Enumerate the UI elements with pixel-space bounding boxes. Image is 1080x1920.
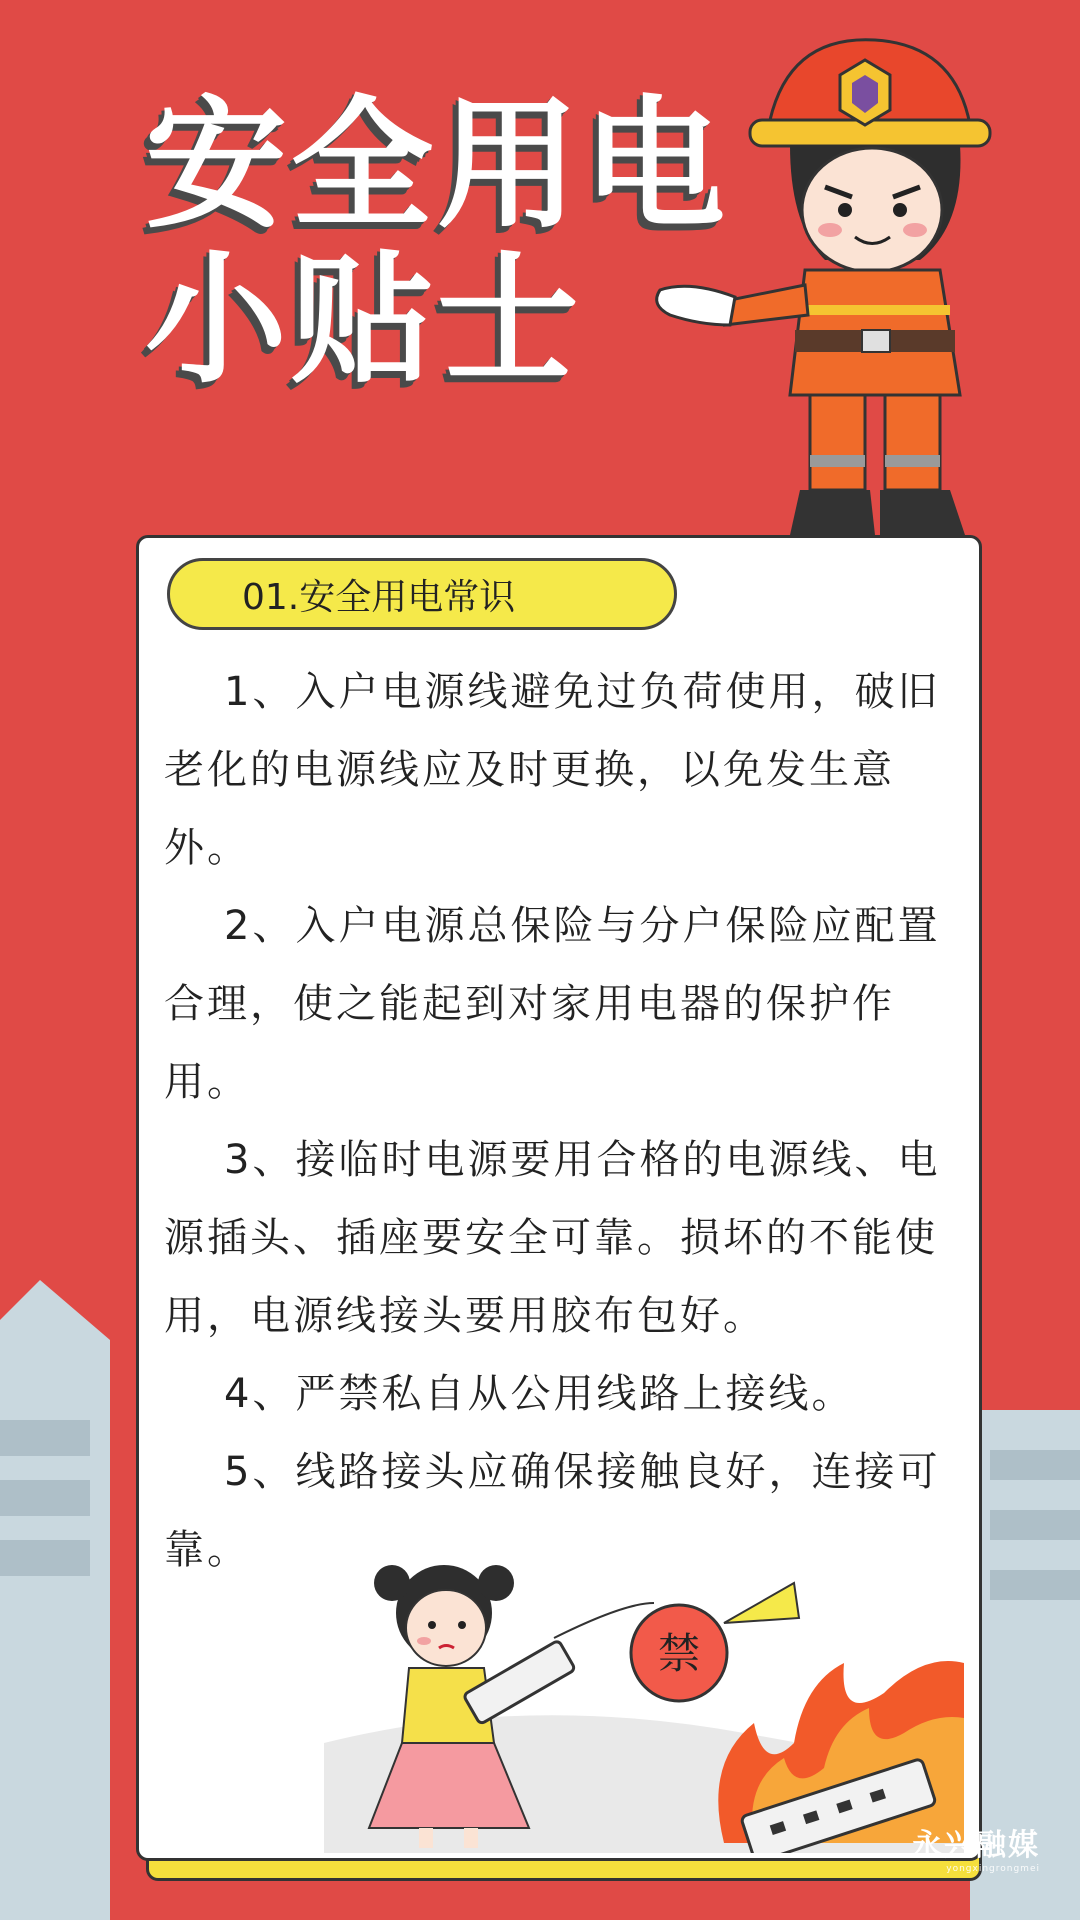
tip-2: 2、入户电源总保险与分户保险应配置合理，使之能起到对家用电器的保护作用。	[164, 903, 941, 1105]
watermark-logo	[912, 1820, 1040, 1874]
watermark-text: 永兴融媒	[912, 1828, 1040, 1863]
section-heading: 01.安全用电常识	[242, 576, 516, 618]
watermark-subtext: yongxingrongmei	[946, 1864, 1040, 1874]
tip-5: 5、线路接头应确保接触良好，连接可靠。	[164, 1449, 941, 1573]
firefighter-mascot-illustration	[640, 25, 1010, 545]
building-left-illustration	[0, 1280, 140, 1920]
section-heading-pill	[167, 558, 677, 630]
tip-4: 4、严禁私自从公用线路上接线。	[224, 1371, 855, 1417]
tips-card	[136, 535, 982, 1861]
page-title-line1: 安全用电	[145, 83, 729, 248]
tips-list	[164, 653, 959, 1589]
tip-3: 3、接临时电源要用合格的电源线、电源插头、插座要安全可靠。损坏的不能使用，电源线接头要用胶布包好。	[164, 1137, 941, 1339]
forbidden-sign-text: 禁	[657, 1629, 701, 1678]
page-title-line2: 小贴士	[145, 238, 583, 403]
tip-1: 1、入户电源线避免过负荷使用，破旧老化的电源线应及时更换，以免发生意外。	[164, 669, 941, 871]
girl-power-strip-illustration	[324, 1543, 964, 1853]
